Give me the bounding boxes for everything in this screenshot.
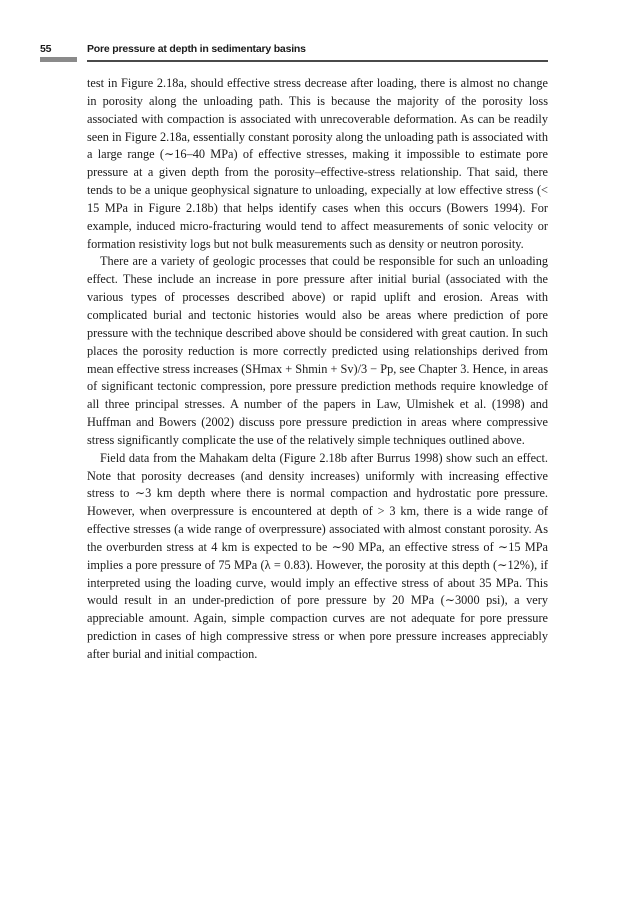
body-text bbox=[87, 75, 548, 664]
header-rule bbox=[87, 60, 548, 62]
paragraph: test in Figure 2.18a, should effective stress decrease after loading, there is almost no change in porosity along the unloading path. This is because the majority of the porosity loss associated with compaction is associated with unrecoverable deformation. As can be readily seen in Figure 2.18a, essentially constant porosity along the unloading path is associated with a large range (∼16–40 MPa) of effective stresses, making it impossible to estimate pore pressure at a given depth from the porosity–effective-stress relationship. That said, there tends to be a unique geophysical signature to unloading, expecially at low effective stress (< 15 MPa in Figure 2.18b) that helps identify cases when this occurs (Bowers 1994). For example, induced micro-fracturing would tend to affect measurements of sonic velocity or formation resistivity logs but not bulk measurements such as density or neutron porosity. bbox=[87, 76, 548, 251]
page-number: 55 bbox=[40, 43, 52, 55]
paragraph: There are a variety of geologic processes that could be responsible for such an unloading effect. These include an increase in pore pressure after initial burial (associated with the various types of processes described above) or rapid uplift and erosion. Areas with complicated burial and tectonic histories would also be areas where prediction of pore pressure with the technique described above should be considered with great caution. In such places the porosity reduction is more correctly predicted using relationships derived from mean effective stress increases (SHmax + Shmin + Sv)/3 − Pp, see Chapter 3. Hence, in areas of significant tectonic compression, pore pressure prediction methods require knowledge of all three principal stresses. A number of the papers in Law, Ulmishek et al. (1998) and Huffman and Bowers (2002) discuss pore pressure prediction in areas where compressive stress significantly complicate the use of the relatively simple techniques outlined above. bbox=[87, 254, 548, 447]
running-title: Pore pressure at depth in sedimentary basins bbox=[87, 43, 306, 55]
running-header bbox=[40, 40, 548, 66]
header-accent-bar bbox=[40, 57, 77, 62]
paragraph: Field data from the Mahakam delta (Figure 2.18b after Burrus 1998) show such an effect. Note that porosity decreases (and density increases) uniformly with increasing effective stress to ∼3 km depth where there is normal compaction and hydrostatic pore pressure. However, when overpressure is encountered at depth of > 3 km, there is a wide range of effective stresses (a wide range of overpressure) associated with almost constant porosity. As the overburden stress at 4 km is expected to be ∼90 MPa, an effective stress of ∼15 MPa implies a pore pressure of 75 MPa (λ = 0.83). However, the porosity at this depth (∼12%), if interpreted using the loading curve, would imply an effective stress of about 35 MPa. This would result in an under-prediction of pore pressure by 20 MPa (∼3000 psi), a very appreciable amount. Again, simple compaction curves are not adequate for pore pressure prediction in cases of high compressive stress or when pore pressure increases appreciably after burial and initial compaction. bbox=[87, 450, 548, 661]
